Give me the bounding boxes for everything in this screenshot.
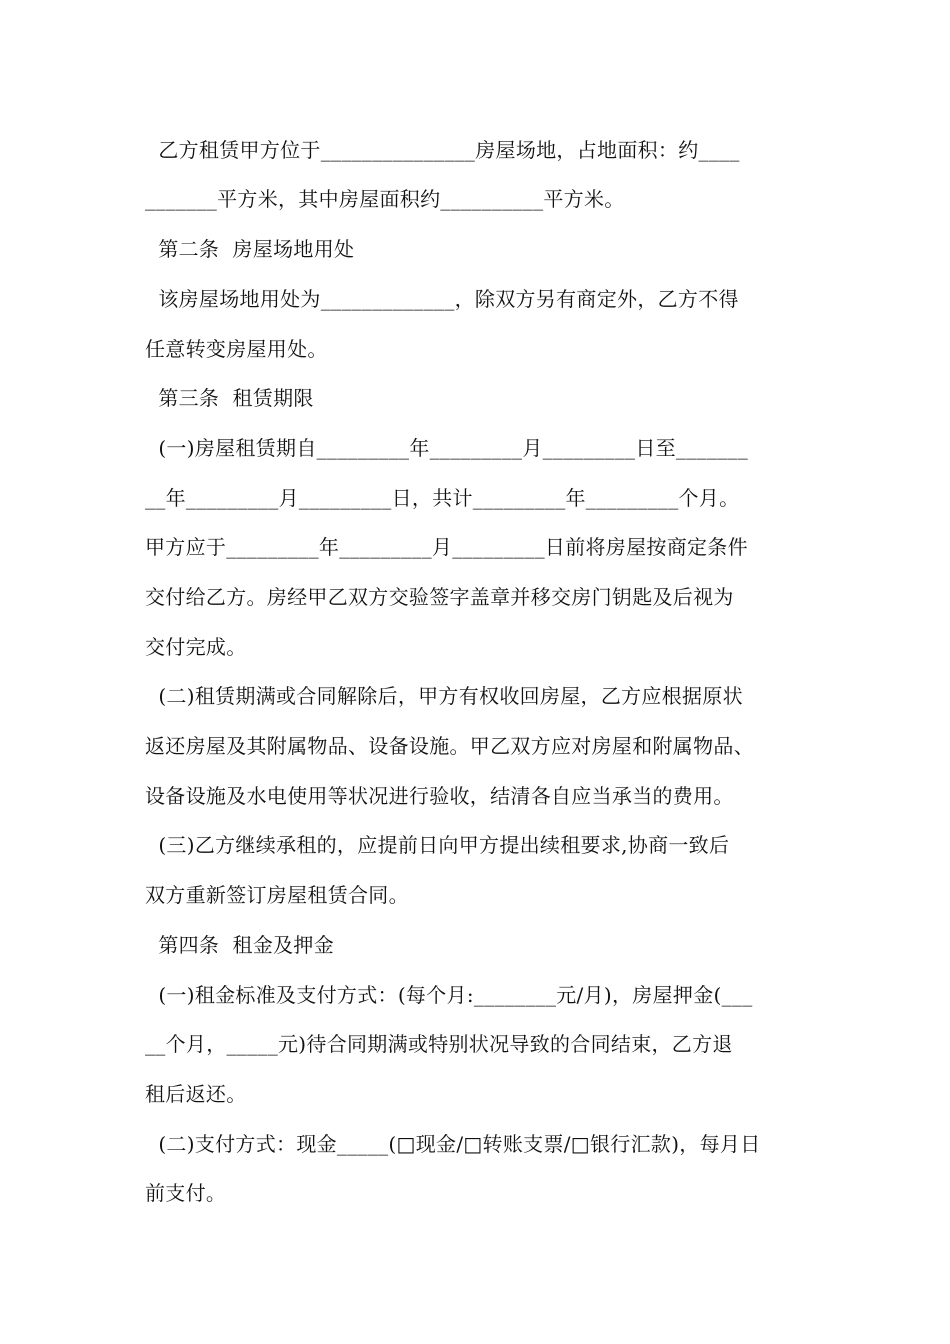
- text-line: 前支付。: [145, 1181, 227, 1205]
- text-line: _______平方米，其中房屋面积约__________平方米。: [145, 187, 625, 211]
- text-line: 交付完成。: [145, 635, 247, 659]
- text-line: 双方重新签订房屋租赁合同。: [145, 883, 409, 907]
- section-heading: 第三条 租赁期限: [145, 386, 314, 410]
- text-line: 甲方应于_________年_________月_________日前将房屋按商定条件: [145, 535, 748, 559]
- text-line: (二)支付方式：现金_____(□现金/□转账支票/□银行汇款)，每月日: [145, 1132, 761, 1156]
- section-heading: 第二条 房屋场地用处: [145, 237, 355, 261]
- text-line: 设备设施及水电使用等状况进行验收，结清各自应当承当的费用。: [145, 784, 734, 808]
- text-line: 交付给乙方。房经甲乙双方交验签字盖章并移交房门钥匙及后视为: [145, 585, 734, 609]
- text-line: (一)房屋租赁期自_________年_________月_________日至_______: [145, 436, 749, 460]
- text-line: 乙方租赁甲方位于_______________房屋场地，占地面积：约____: [145, 138, 740, 162]
- text-line: __个月，_____元)待合同期满或特别状况导致的合同结束，乙方退: [145, 1032, 733, 1056]
- text-line: __年_________月_________日，共计_________年_________个月。: [145, 486, 740, 510]
- text-line: 租后返还。: [145, 1082, 247, 1106]
- text-line: (二)租赁期满或合同解除后，甲方有权收回房屋，乙方应根据原状: [145, 684, 743, 708]
- text-line: 返还房屋及其附属物品、设备设施。甲乙双方应对房屋和附属物品、: [145, 734, 754, 758]
- section-heading: 第四条 租金及押金: [145, 933, 335, 957]
- text-line: (三)乙方继续承租的，应提前日向甲方提出续租要求,协商一致后: [145, 833, 730, 857]
- text-line: (一)租金标准及支付方式：(每个月:________元/月)，房屋押金(___: [145, 983, 753, 1007]
- text-line: 任意转变房屋用处。: [145, 337, 328, 361]
- text-line: 该房屋场地用处为_____________，除双方另有商定外，乙方不得: [145, 287, 739, 311]
